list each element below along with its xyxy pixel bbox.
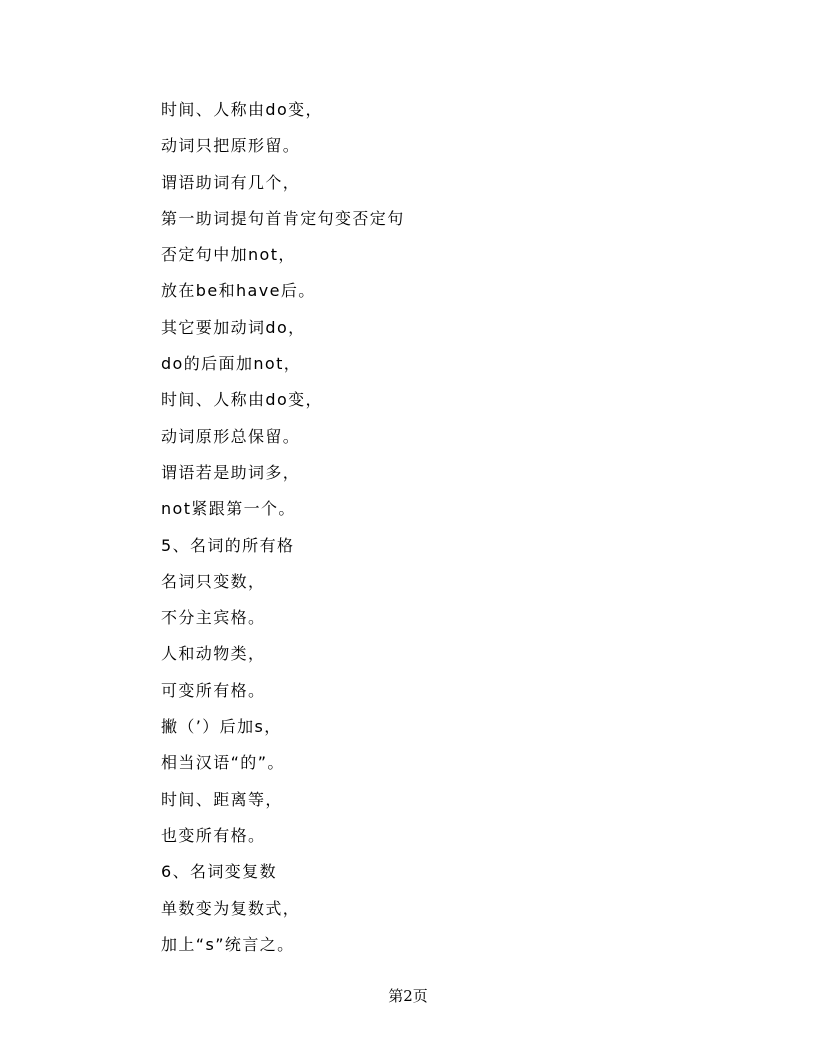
text-line: 谓语助词有几个，	[161, 172, 301, 192]
section-heading: 5、名词的所有格	[161, 535, 295, 555]
text-body	[161, 92, 721, 963]
text-line: 人和动物类，	[161, 644, 266, 664]
text-line: 动词只把原形留。	[161, 136, 301, 156]
text-line: 撇（’）后加s，	[161, 717, 282, 737]
text-line: 加上“s”统言之。	[161, 934, 295, 954]
text-line: 也变所有格。	[161, 825, 266, 845]
text-line: not紧跟第一个。	[161, 499, 296, 519]
text-line: 否定句中加not，	[161, 245, 296, 265]
text-line: 第一助词提句首肯定句变否定句	[161, 208, 405, 228]
text-line: 放在be和have后。	[161, 281, 316, 301]
text-line: 时间、人称由do变，	[161, 100, 323, 119]
section-heading: 6、名词变复数	[161, 862, 277, 882]
text-line: 谓语若是助词多，	[161, 462, 301, 482]
text-line: 可变所有格。	[161, 680, 266, 700]
text-line: 相当汉语“的”。	[161, 753, 285, 773]
page-number: 第2页	[388, 987, 428, 1005]
text-line: 名词只变数，	[161, 571, 266, 591]
text-line: 时间、距离等，	[161, 789, 283, 809]
text-line: 时间、人称由do变，	[161, 390, 323, 410]
text-line: do的后面加not，	[161, 354, 302, 374]
text-line: 动词原形总保留。	[161, 426, 301, 446]
text-line: 单数变为复数式，	[161, 898, 301, 918]
text-line: 其它要加动词do，	[161, 317, 306, 337]
text-line: 不分主宾格。	[161, 608, 266, 628]
